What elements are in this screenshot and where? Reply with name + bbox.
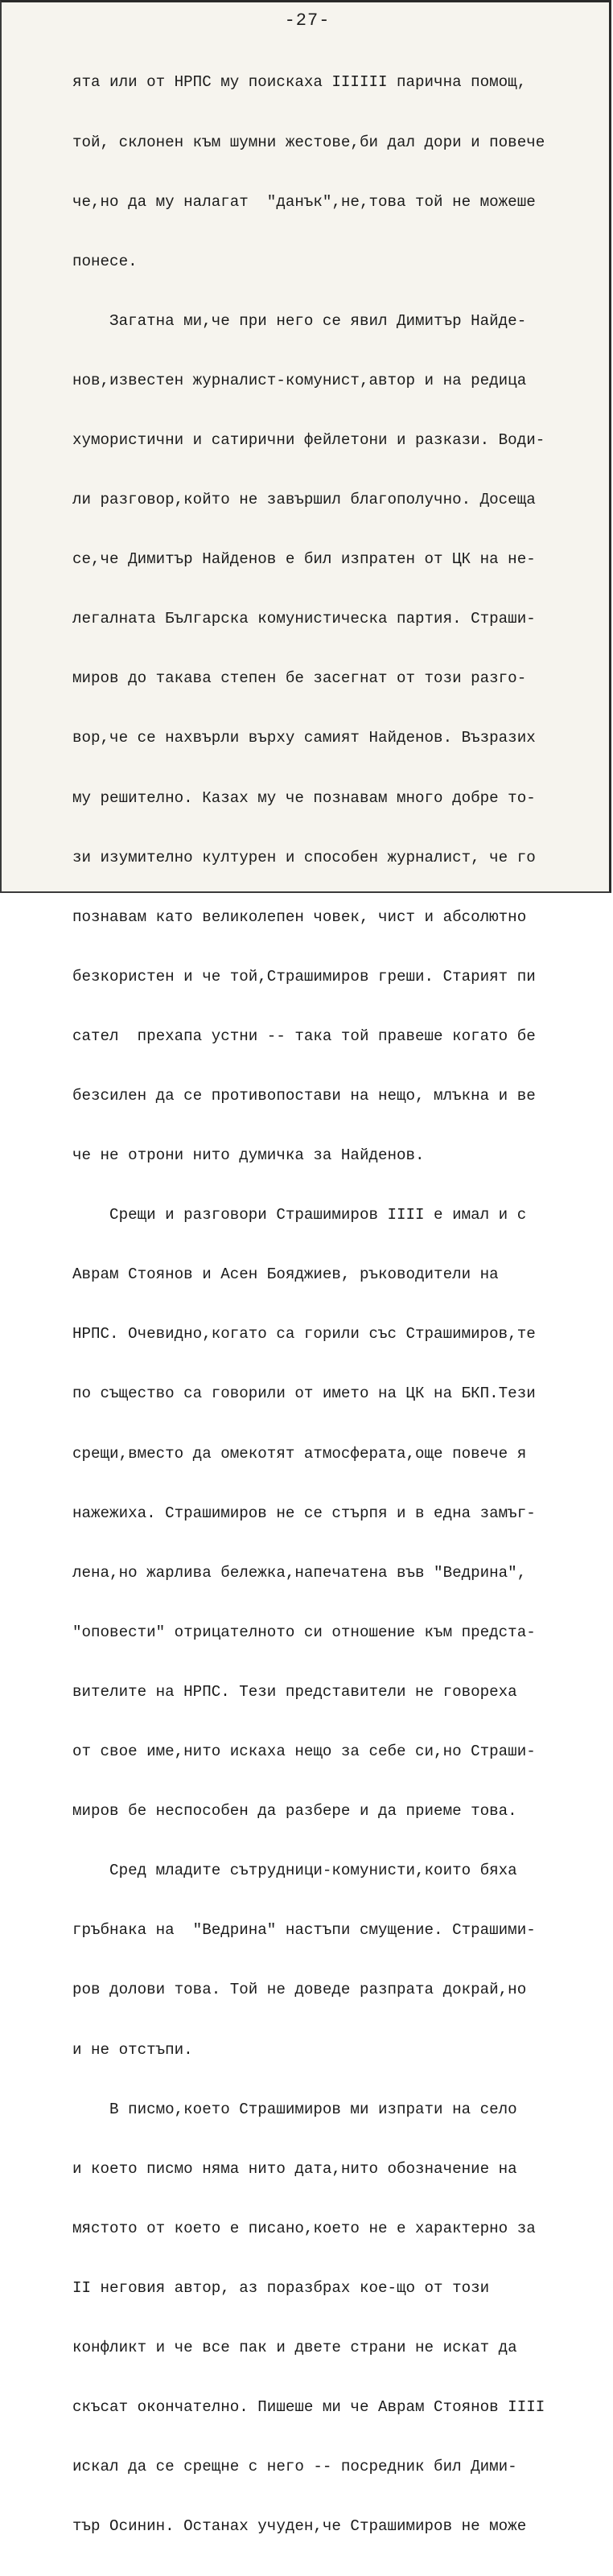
text-line: В писмо,което Страшимиров ми изпрати на село xyxy=(72,2100,517,2118)
text-line: се,че Димитър Найденов е бил изпратен от ЦК на не- xyxy=(72,550,536,569)
text-line: Срещи и разговори Страшимиров ІІІІ е имал и с xyxy=(72,1206,527,1224)
text-line: ров долови това. Той не доведе разпрата докрай,но xyxy=(72,1981,527,1999)
text-line: че,но да му налагат "данък",не,това той не можеше xyxy=(72,192,536,211)
text-line: миров до такава степен бе засегнат от този разго- xyxy=(72,669,527,688)
text-line: вор,че се нахвърли върху самият Найденов. Възразих xyxy=(72,729,536,747)
text-line: познавам като великолепен човек, чист и абсолютно xyxy=(72,907,527,926)
text-line: нов,известен журналист-комунист,автор и на редица xyxy=(72,371,527,389)
text-line: понесе. xyxy=(72,252,138,270)
text-line: лена,но жарлива бележка,напечатена във "Ведрина", xyxy=(72,1563,527,1582)
text-line: НРПС. Очевидно,когато са горили със Страшимиров,те xyxy=(72,1325,536,1344)
text-line: искал да се срещне с него -- посредник бил Дими- xyxy=(72,2458,517,2476)
text-line: сател прехапа устни -- така той правеше когато бе xyxy=(72,1027,536,1045)
text-line: ята или от НРПС му поискаха ІІІІІІ парична помощ, xyxy=(72,73,527,92)
text-line: конфликт и че все пак и двете страни не искат да xyxy=(72,2338,517,2356)
text-line: "оповести" отрицателното си отношение към предста- xyxy=(72,1623,536,1641)
text-line: срещи,вместо да омекотят атмосферата,още повече я xyxy=(72,1444,527,1463)
text-line: тър Осинин. Останах учуден,че Страшимиров не може xyxy=(72,2517,527,2536)
text-line: мястото от което е писано,което не е характерно за xyxy=(72,2219,536,2237)
text-line: и не отстъпи. xyxy=(72,2040,193,2059)
text-line: от свое име,нито искаха нещо за себе си,но Страши- xyxy=(72,1743,536,1761)
text-line: Загатна ми,че при него се явил Димитър Найде- xyxy=(72,311,527,330)
text-line: миров бе неспособен да разбере и да приеме това. xyxy=(72,1802,517,1821)
typed-text-body xyxy=(72,33,607,2576)
text-line: ли разговор,който не завършил благополучно. Досеща xyxy=(72,491,536,509)
text-line: и което писмо няма нито дата,нито обозначение на xyxy=(72,2159,517,2178)
text-line: че не отрони нито думичка за Найденов. xyxy=(72,1146,425,1165)
text-line: легалната Българска комунистическа партия. Страши- xyxy=(72,610,536,628)
text-line: му решително. Казах му че познавам много добре то- xyxy=(72,788,536,807)
text-line: безсилен да се противопостави на нещо, млъкна и ве xyxy=(72,1087,536,1105)
text-line: хумористични и сатирични фейлетони и разкази. Води- xyxy=(72,430,545,449)
page-number: -27- xyxy=(284,10,331,31)
text-line: безкористен и че той,Страшимиров греши. Старият пи xyxy=(72,967,536,986)
text-line: нажежиха. Страшимиров не се стърпя и в една замъг- xyxy=(72,1504,536,1522)
text-line: той, склонен към шумни жестове,би дал дори и повече xyxy=(72,133,545,151)
text-line: ІІ неговия автор, аз поразбрах кое-що от този xyxy=(72,2278,490,2297)
text-line: скъсат окончателно. Пишеше ми че Аврам Стоянов ІІІІ xyxy=(72,2398,545,2417)
text-line: вителите на НРПС. Тези представители не говореха xyxy=(72,1682,517,1701)
text-line: Аврам Стоянов и Асен Бояджиев, ръководители на xyxy=(72,1265,499,1284)
text-line: Сред младите сътрудници-комунисти,които бяха xyxy=(72,1862,517,1880)
text-line: зи изумително културен и способен журналист, че го xyxy=(72,848,536,866)
text-line: гръбнака на "Ведрина" настъпи смущение. Страшими- xyxy=(72,1921,536,1940)
text-line: по същество са говорили от името на ЦК на БКП.Тези xyxy=(72,1385,536,1403)
